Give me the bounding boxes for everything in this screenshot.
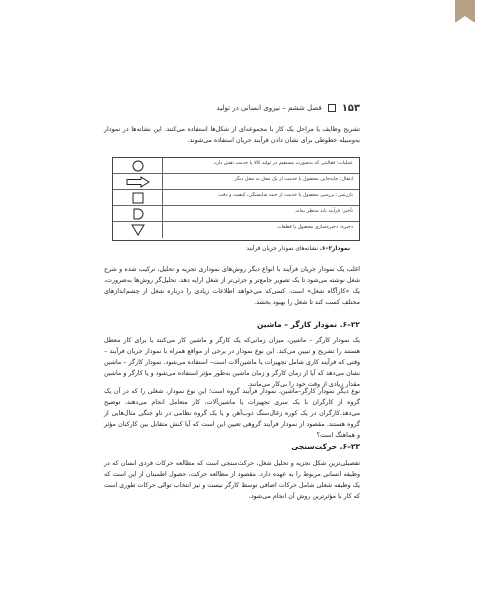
- row-description: عملیات: فعالیتی که به‌صورت مستقیم در تولید کالا یا خدمت نقش دارد.: [212, 161, 353, 166]
- table-row: [113, 222, 359, 238]
- symbol-cell: [113, 190, 163, 205]
- table-row: [113, 158, 359, 174]
- section-heading: ۲۳–۶. حرکت‌سنجی: [291, 442, 360, 451]
- square-icon: [125, 192, 151, 204]
- paragraph: اغلب یک نمودار جریان فرآیند با انواع دیگر روش‌های نموداری تجزیه و تحلیل، ترکیب شده و شرح شغل نوشته می‌شود تا یک تصویر جامع‌تر و جزئی‌تر از شغل ارایه دهد. تحلیل‌گر روش‌ها به‌ضرورت، یک «کارآگاه شغل» است. کسی‌که می‌خواهد اطلاعات زیادی را درباره شغل از چشم‌اندازهای مختلف کسب کند تا شغل را بهبود بخشد.: [104, 266, 360, 306]
- symbol-cell: [113, 158, 163, 173]
- row-description: تأخیر: فرآیند باید منتظر بماند.: [294, 209, 353, 214]
- row-description: انتقال: جابه‌جایی محصول یا خدمت از یک محل به محل دیگر: [234, 177, 353, 182]
- paragraph: یک نمودار کارگر – ماشین، میزان زمانی‌که یک کارگر و ماشین کار می‌کنند یا برای کار معطل هستند را تشریح و تبیین می‌کند. این نوع نمودار در برخی از مواقع همراه با نمودار جریان فرآیند – وقتی که فرآیند کاری شامل تجهیزات یا ماشین‌آلات است– استفاده می‌شود. نمودار کارگر – ماشین نشان می‌دهد که آیا از زمان کارگر و زمان ماشین به‌طور مؤثر استفاده می‌شود و یا کارگر و ماشین مقدار زیادی از وقت خود را بی‌کار می‌مانند.: [104, 337, 360, 388]
- header-square-marker: [328, 104, 336, 112]
- arrow-icon: [125, 176, 151, 188]
- process-symbols-table: [112, 157, 360, 241]
- caption-label: نمودار۲–۶.: [319, 246, 350, 252]
- symbol-cell: [113, 206, 163, 221]
- triangle-icon: [125, 224, 151, 236]
- d-icon: [125, 208, 151, 220]
- row-description: ذخیره: ذخیره‌سازی محصول یا قطعات: [277, 225, 353, 230]
- caption-text: نشانه‌های نمودار جریان فرآیند: [246, 246, 318, 252]
- row-description: بازرسی: بررسی محصول یا خدمت از جنبه شایستگی، کیفیت و دقت: [218, 193, 353, 198]
- symbol-cell: [113, 174, 163, 189]
- paragraph: نوع دیگر نمودار کارگر–ماشین، نمودار فرآیند گروه است؛ این نوع نمودار، شغلی را که در آن یک گروه از کارگران با یک سری تجهیزات یا ماشین‌آلات، کار متعامل انجام می‌دهند، توضیح می‌دهد.کارگران در یک کوره زغال‌سنگ ذوب‌آهن و یا یک گروه نظامی در تاو جنگی مثال‌هایی از گروه هستند. مقصود از نمودار فرآیند گروهی تعیین این است که آیا کنش متقابل بین کارکنان مؤثر و هماهنگ است؟: [104, 388, 360, 439]
- circle-icon: [125, 160, 151, 172]
- table-row: [113, 190, 359, 206]
- page-header: [104, 102, 360, 114]
- page-number: ۱۵۳: [341, 102, 360, 114]
- section-heading: ۲۲–۶. نمودار کارگر – ماشین: [257, 320, 360, 329]
- paragraph: تفصیلی‌ترین شکل تجزیه و تحلیل شغل، حرکت‌سنجی است که مطالعه حرکات فردی انسان که در وظیفه انسانی مربوط را به عهده دارد. مقصود از مطالعه حرکت، حصول اطمینان از این است که یک وظیفه شغلی شامل حرکات اضافی توسط کارگر نیست و نیز انتخاب توالی حرکات طوری است که کار با مؤثرترین روش آن انجام می‌شود.: [104, 460, 360, 500]
- figure-caption: [190, 246, 350, 252]
- intro-paragraph: تشریح وظایف یا مراحل یک کار با مجموعه‌ای از شکل‌ها استفاده می‌کنند. این نشانه‌ها در نمودار به‌وسیله خطوطی برای نشان دادن فرآیند جریان استفاده می‌شوند.: [104, 126, 360, 144]
- chapter-title: فصل ششم – نیروی انسانی در تولید: [216, 104, 322, 112]
- symbol-cell: [113, 222, 163, 238]
- table-row: [113, 206, 359, 222]
- table-row: [113, 174, 359, 190]
- bookmark-ribbon[interactable]: [455, 0, 475, 22]
